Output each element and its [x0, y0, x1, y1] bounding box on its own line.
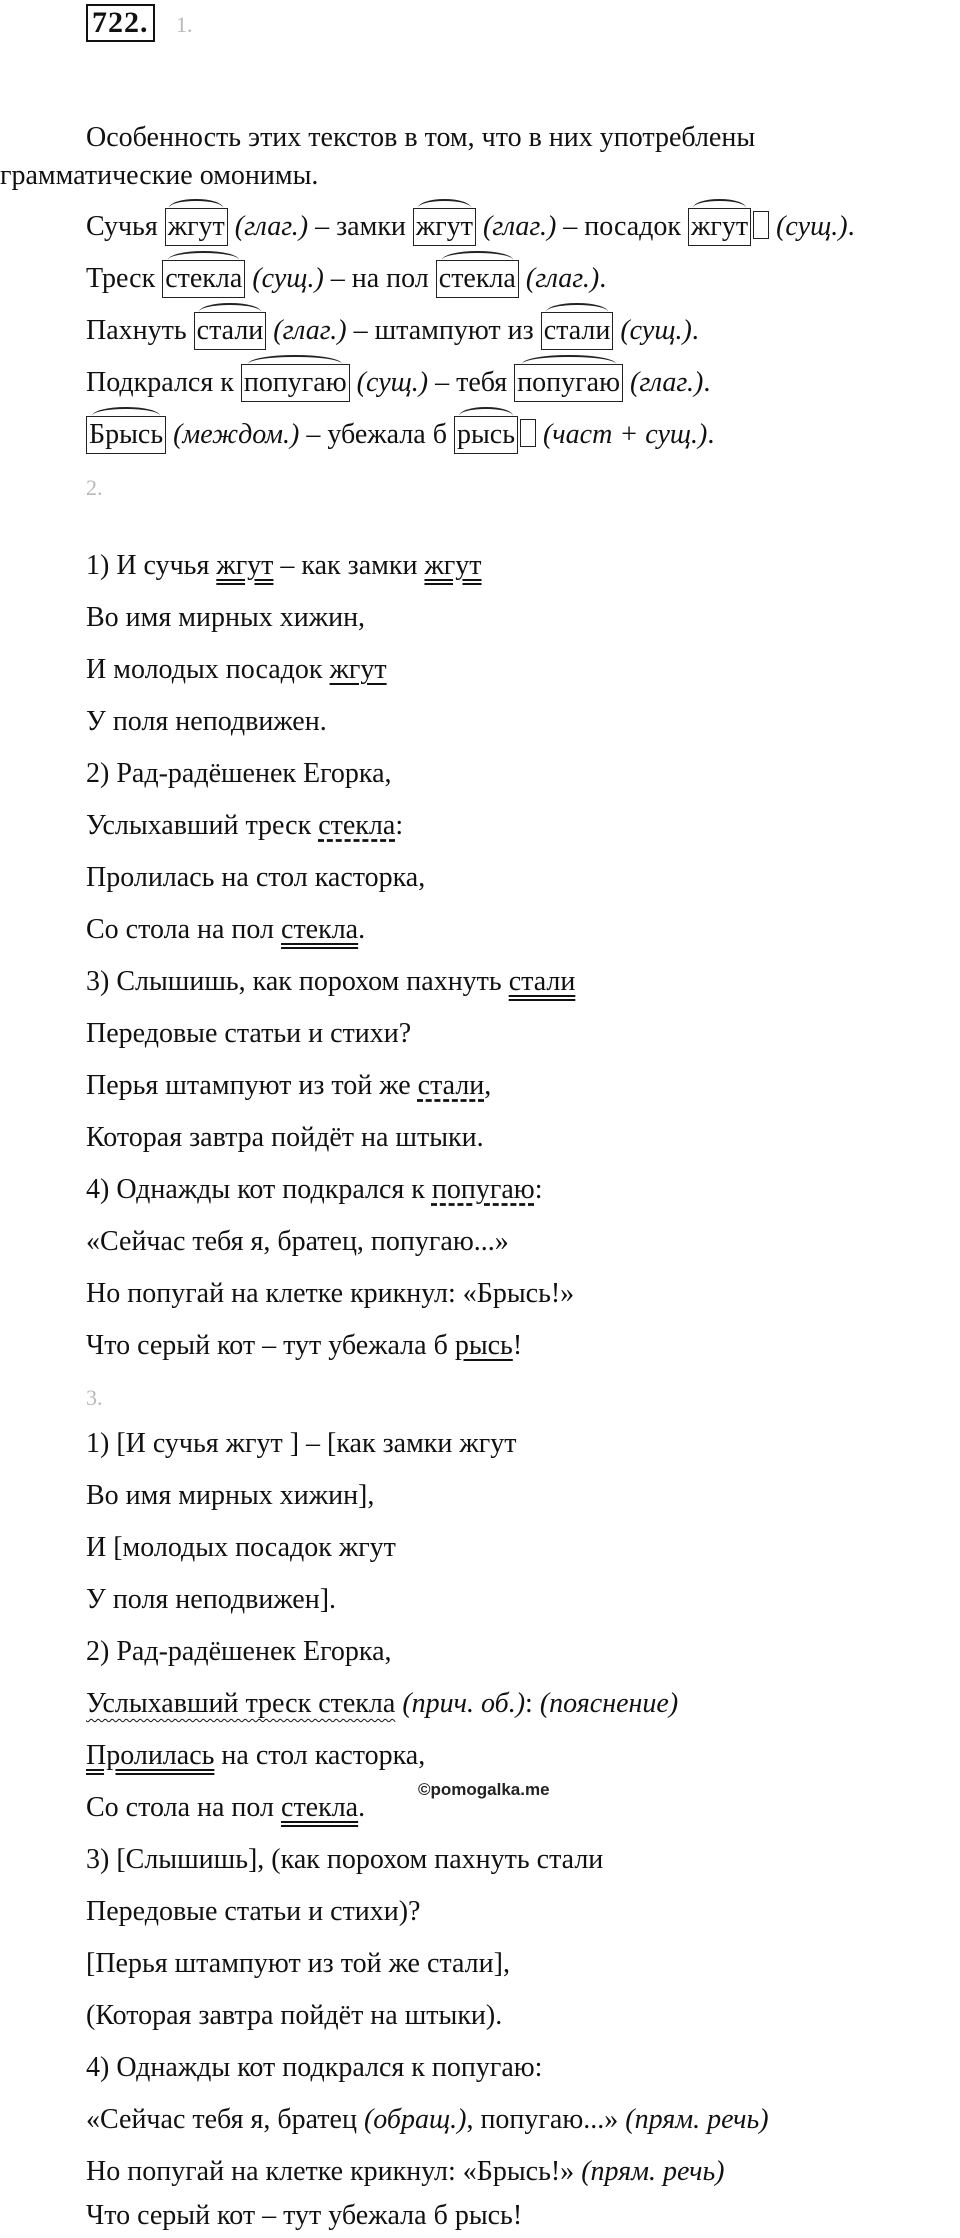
homonym-word: жгут: [165, 208, 228, 246]
text: !: [512, 1330, 523, 1361]
text: .: [358, 914, 366, 945]
participle-phrase: Услыхавший треск стекла: [86, 1688, 396, 1719]
note: (пояснение): [539, 1688, 679, 1719]
analysis-line: 2) Рад-радёшенек Егорка,: [86, 1636, 392, 1667]
analysis-line: [86, 1790, 365, 1826]
pos-note: (сущ.): [349, 367, 429, 398]
poem-line: Пролилась на стол касторка,: [86, 862, 426, 893]
section-1-label: 1.: [176, 12, 193, 37]
section-3-label: 3.: [86, 1385, 103, 1410]
homonym-row-4: [86, 364, 710, 402]
text: Услыхавший треск: [86, 810, 319, 841]
text: 3) Слышишь, как порохом пахнуть: [86, 966, 509, 997]
poem-line: [86, 1328, 522, 1364]
homonym-row-3: [86, 312, 699, 350]
analysis-line: 4) Однажды кот подкрался к попугаю:: [86, 2052, 543, 2083]
analysis-line: [86, 1738, 425, 1774]
homonym-word: попугаю: [241, 364, 350, 402]
text: :: [525, 1688, 540, 1719]
row-text: Подкрался к: [86, 367, 241, 398]
pos-note: (сущ.): [769, 211, 848, 242]
text: Перья штампуют из той же: [86, 1070, 418, 1101]
text: :: [395, 810, 404, 841]
pos-note: (междом.): [166, 419, 300, 450]
row-text: – штампуют из: [346, 315, 541, 346]
intro-line-2: грамматические омонимы.: [0, 160, 319, 191]
subject-word: рысь: [454, 1330, 513, 1361]
text: Со стола на пол: [86, 1792, 282, 1823]
homonym-word: стекла: [162, 260, 245, 298]
pos-note: (глаг.): [266, 315, 347, 346]
text: .: [358, 1792, 366, 1823]
homonym-word: стали: [194, 312, 267, 350]
poem-line: [86, 912, 365, 948]
pos-note: (част + сущ.): [535, 419, 708, 450]
watermark: ©pomogalka.me: [418, 1780, 550, 1799]
homonym-word: стали: [541, 312, 614, 350]
text: 4) Однажды кот подкрался к: [86, 1174, 432, 1205]
poem-line: [86, 1172, 542, 1208]
row-text: .: [707, 419, 715, 450]
homonym-word: жгут: [688, 208, 751, 246]
analysis-line: И [молодых посадок жгут: [86, 1532, 396, 1563]
analysis-line: Передовые статьи и стихи)?: [86, 1896, 421, 1927]
homonym-row-5: [86, 416, 714, 454]
note: (прич. об.): [395, 1688, 526, 1719]
predicate-word: жгут: [216, 550, 274, 581]
complement-word: стекла: [318, 810, 396, 841]
pos-note: (глаг.): [475, 211, 557, 242]
poem-line: «Сейчас тебя я, братец, попугаю...»: [86, 1226, 509, 1257]
poem-line: Которая завтра пойдёт на штыки.: [86, 1122, 484, 1153]
row-text: – тебя: [428, 367, 515, 398]
section-2-label: 2.: [86, 475, 103, 500]
predicate-word: стекла: [281, 1792, 359, 1823]
ending-box: [753, 211, 769, 239]
pos-note: (глаг.): [623, 367, 704, 398]
row-text: .: [703, 367, 711, 398]
pos-note: (сущ.): [613, 315, 692, 346]
pos-note: (глаг.): [227, 211, 309, 242]
row-text: Пахнуть: [86, 315, 194, 346]
poem-line: [86, 808, 403, 844]
row-text: Сучья: [86, 211, 165, 242]
analysis-line: [Перья штампуют из той же стали],: [86, 1948, 510, 1979]
note: (прям. речь): [581, 2156, 725, 2187]
pos-note: (сущ.): [245, 263, 324, 294]
text: И молодых посадок: [86, 654, 330, 685]
row-text: – убежала б: [299, 419, 454, 450]
exercise-number: 722.: [86, 4, 155, 42]
row-text: .: [599, 263, 607, 294]
note: (прям. речь): [625, 2104, 769, 2135]
text: на стол касторка,: [214, 1740, 426, 1771]
analysis-line: [86, 2102, 769, 2138]
predicate-word: Пролилась: [86, 1740, 215, 1771]
text: «Сейчас тебя я, братец: [86, 2104, 364, 2135]
predicate-word: стекла: [281, 914, 359, 945]
analysis-line: Во имя мирных хижин],: [86, 1480, 375, 1511]
predicate-word: жгут: [424, 550, 482, 581]
text: Со стола на пол: [86, 914, 282, 945]
analysis-line: 1) [И сучья жгут ] – [как замки жгут: [86, 1428, 517, 1459]
text: ,: [484, 1070, 492, 1101]
poem-line: 2) Рад-радёшенек Егорка,: [86, 758, 392, 789]
poem-line: Во имя мирных хижин,: [86, 602, 366, 633]
text: 1) И сучья: [86, 550, 217, 581]
poem-line: У поля неподвижен.: [86, 706, 327, 737]
poem-line: [86, 652, 387, 688]
row-text: Треск: [86, 263, 163, 294]
analysis-line: [86, 2154, 725, 2190]
text: – как замки: [273, 550, 425, 581]
ending-box: [520, 419, 536, 447]
homonym-word: Брысь: [86, 416, 166, 454]
row-text: .: [847, 211, 855, 242]
analysis-line: Что серый кот – тут убежала б рысь!: [86, 2200, 523, 2231]
homonym-word: стекла: [436, 260, 519, 298]
homonym-row-2: [86, 260, 606, 298]
analysis-line: У поля неподвижен].: [86, 1584, 337, 1615]
analysis-line: 3) [Слышишь], (как порохом пахнуть стали: [86, 1844, 604, 1875]
predicate-word: стали: [508, 966, 576, 997]
analysis-line: (Которая завтра пойдёт на штыки).: [86, 2000, 503, 2031]
note: (обращ.): [363, 2104, 467, 2135]
row-text: .: [691, 315, 699, 346]
analysis-line: [86, 1686, 678, 1722]
homonym-word: рысь: [454, 416, 518, 454]
pos-note: (глаг.): [518, 263, 600, 294]
text: Но попугай на клетке крикнул: «Брысь!»: [86, 2156, 582, 2187]
row-text: – посадок: [556, 211, 689, 242]
subject-word: жгут: [329, 654, 387, 685]
poem-line: Передовые статьи и стихи?: [86, 1018, 412, 1049]
poem-line: [86, 1068, 491, 1104]
row-text: – замки: [308, 211, 413, 242]
homonym-word: попугаю: [514, 364, 623, 402]
text: , попугаю...»: [466, 2104, 626, 2135]
intro-line-1: Особенность этих текстов в том, что в них употреблены: [86, 122, 756, 153]
text: :: [534, 1174, 543, 1205]
homonym-word: жгут: [413, 208, 476, 246]
homonym-row-1: [86, 208, 855, 246]
poem-line: Но попугай на клетке крикнул: «Брысь!»: [86, 1278, 575, 1309]
complement-word: попугаю: [431, 1174, 535, 1205]
poem-line: [86, 964, 575, 1000]
text: Что серый кот – тут убежала б: [86, 1330, 455, 1361]
row-text: – на пол: [323, 263, 436, 294]
complement-word: стали: [417, 1070, 485, 1101]
poem-line: [86, 548, 482, 584]
